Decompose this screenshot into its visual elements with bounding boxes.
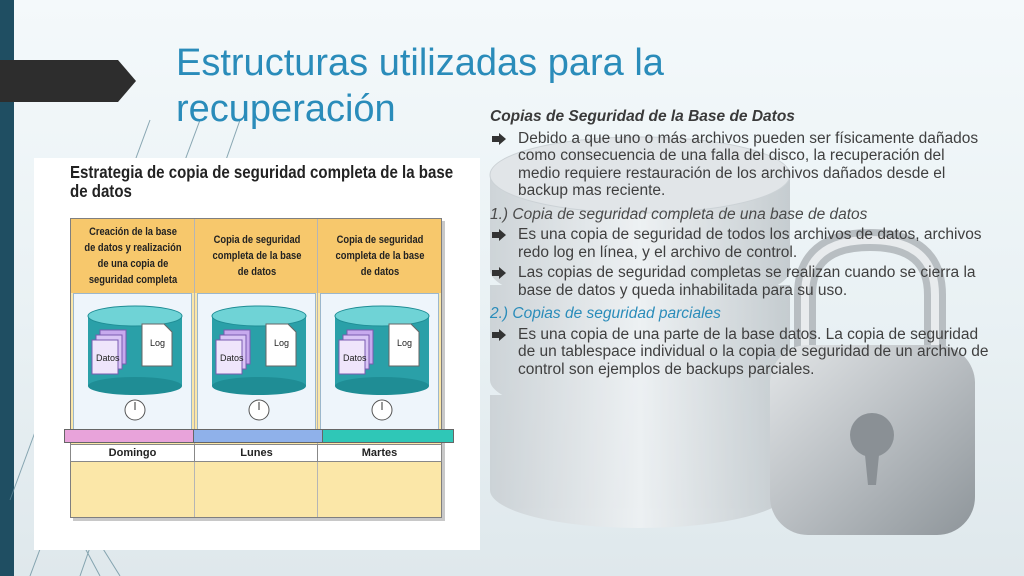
timeline-segment-domingo (64, 429, 194, 443)
timeline-segment-martes (322, 429, 454, 443)
column-header (318, 219, 441, 293)
pointing-hand-icon (492, 133, 506, 145)
section-label: 1.) Copia de seguridad completa de una base de datos (490, 205, 868, 223)
bullet-item (490, 130, 990, 200)
title-arrow-tab (0, 60, 140, 102)
bullet-item (490, 226, 990, 261)
timeline-bar (64, 429, 454, 443)
column-footer (195, 453, 318, 517)
section-label: 2.) Copias de seguridad parciales (490, 305, 721, 322)
timeline-segment-lunes (193, 429, 323, 443)
database-icon (86, 304, 186, 396)
day-label: Domingo (108, 447, 157, 459)
backup-strategy-figure (34, 158, 480, 550)
column-footer (71, 453, 194, 517)
column-footer (318, 453, 441, 517)
column-header-text: Creación de la base de datos y realización de una copia de seguridad completa (83, 226, 182, 286)
datos-label: Datos (220, 353, 244, 363)
clock-icon (124, 396, 146, 424)
database-icon (333, 304, 433, 396)
log-label: Log (397, 338, 413, 348)
pointing-hand-icon (492, 229, 506, 241)
column-header (195, 219, 318, 293)
column-header-text: Copia de seguridad completa de la base de datos (212, 234, 301, 278)
bullet-item (490, 326, 990, 379)
column-domingo (71, 219, 194, 517)
pointing-hand-icon (492, 267, 506, 279)
strategy-panel (70, 218, 442, 518)
column-body (320, 293, 439, 437)
day-labels (70, 444, 442, 462)
log-label: Log (274, 338, 290, 348)
figure-title-line-2: de datos (70, 181, 132, 201)
clock-icon (371, 396, 393, 424)
section-heading: Copias de Seguridad de la Base de Datos (490, 108, 795, 125)
column-body (197, 293, 316, 437)
day-label: Lunes (194, 445, 318, 461)
datos-label: Datos (96, 353, 120, 363)
datos-label: Datos (343, 353, 367, 363)
clock-icon (248, 396, 270, 424)
column-martes (317, 219, 441, 517)
day-label: Martes (317, 445, 441, 461)
column-header (71, 219, 194, 293)
column-header-text: Copia de seguridad completa de la base de datos (335, 234, 424, 278)
slide-title: Estructuras utilizadas para la recuperación (176, 42, 664, 130)
column-lunes (194, 219, 318, 517)
bullet-text: Es una copia de una parte de la base datos. La copia de seguridad de un tablespace individual o la copia de seguridad de un archivo de control son ejemplos de backups parciales. (518, 325, 989, 378)
bullet-text: Es una copia de seguridad de todos los archivos de datos, archivos redo log en línea, y el archivo de control. (518, 226, 982, 261)
pointing-hand-icon (492, 329, 506, 341)
bullet-text: Las copias de seguridad completas se realizan cuando se cierra la base de datos y queda inhabilitada para su uso. (518, 264, 976, 299)
figure-title (70, 162, 454, 201)
figure-title-line-1: Estrategia de copia de seguridad completa de la base (70, 162, 454, 182)
column-body (73, 293, 192, 437)
bullet-item (490, 264, 990, 299)
slide-body-text (490, 108, 990, 378)
database-icon (210, 304, 310, 396)
log-label: Log (150, 338, 166, 348)
bullet-text: Debido a que uno o más archivos pueden ser físicamente dañados como consecuencia de una falla del disco, la recuperación del medio requiere restauración de los archivos dañados desde el backup mas reciente. (518, 129, 979, 199)
